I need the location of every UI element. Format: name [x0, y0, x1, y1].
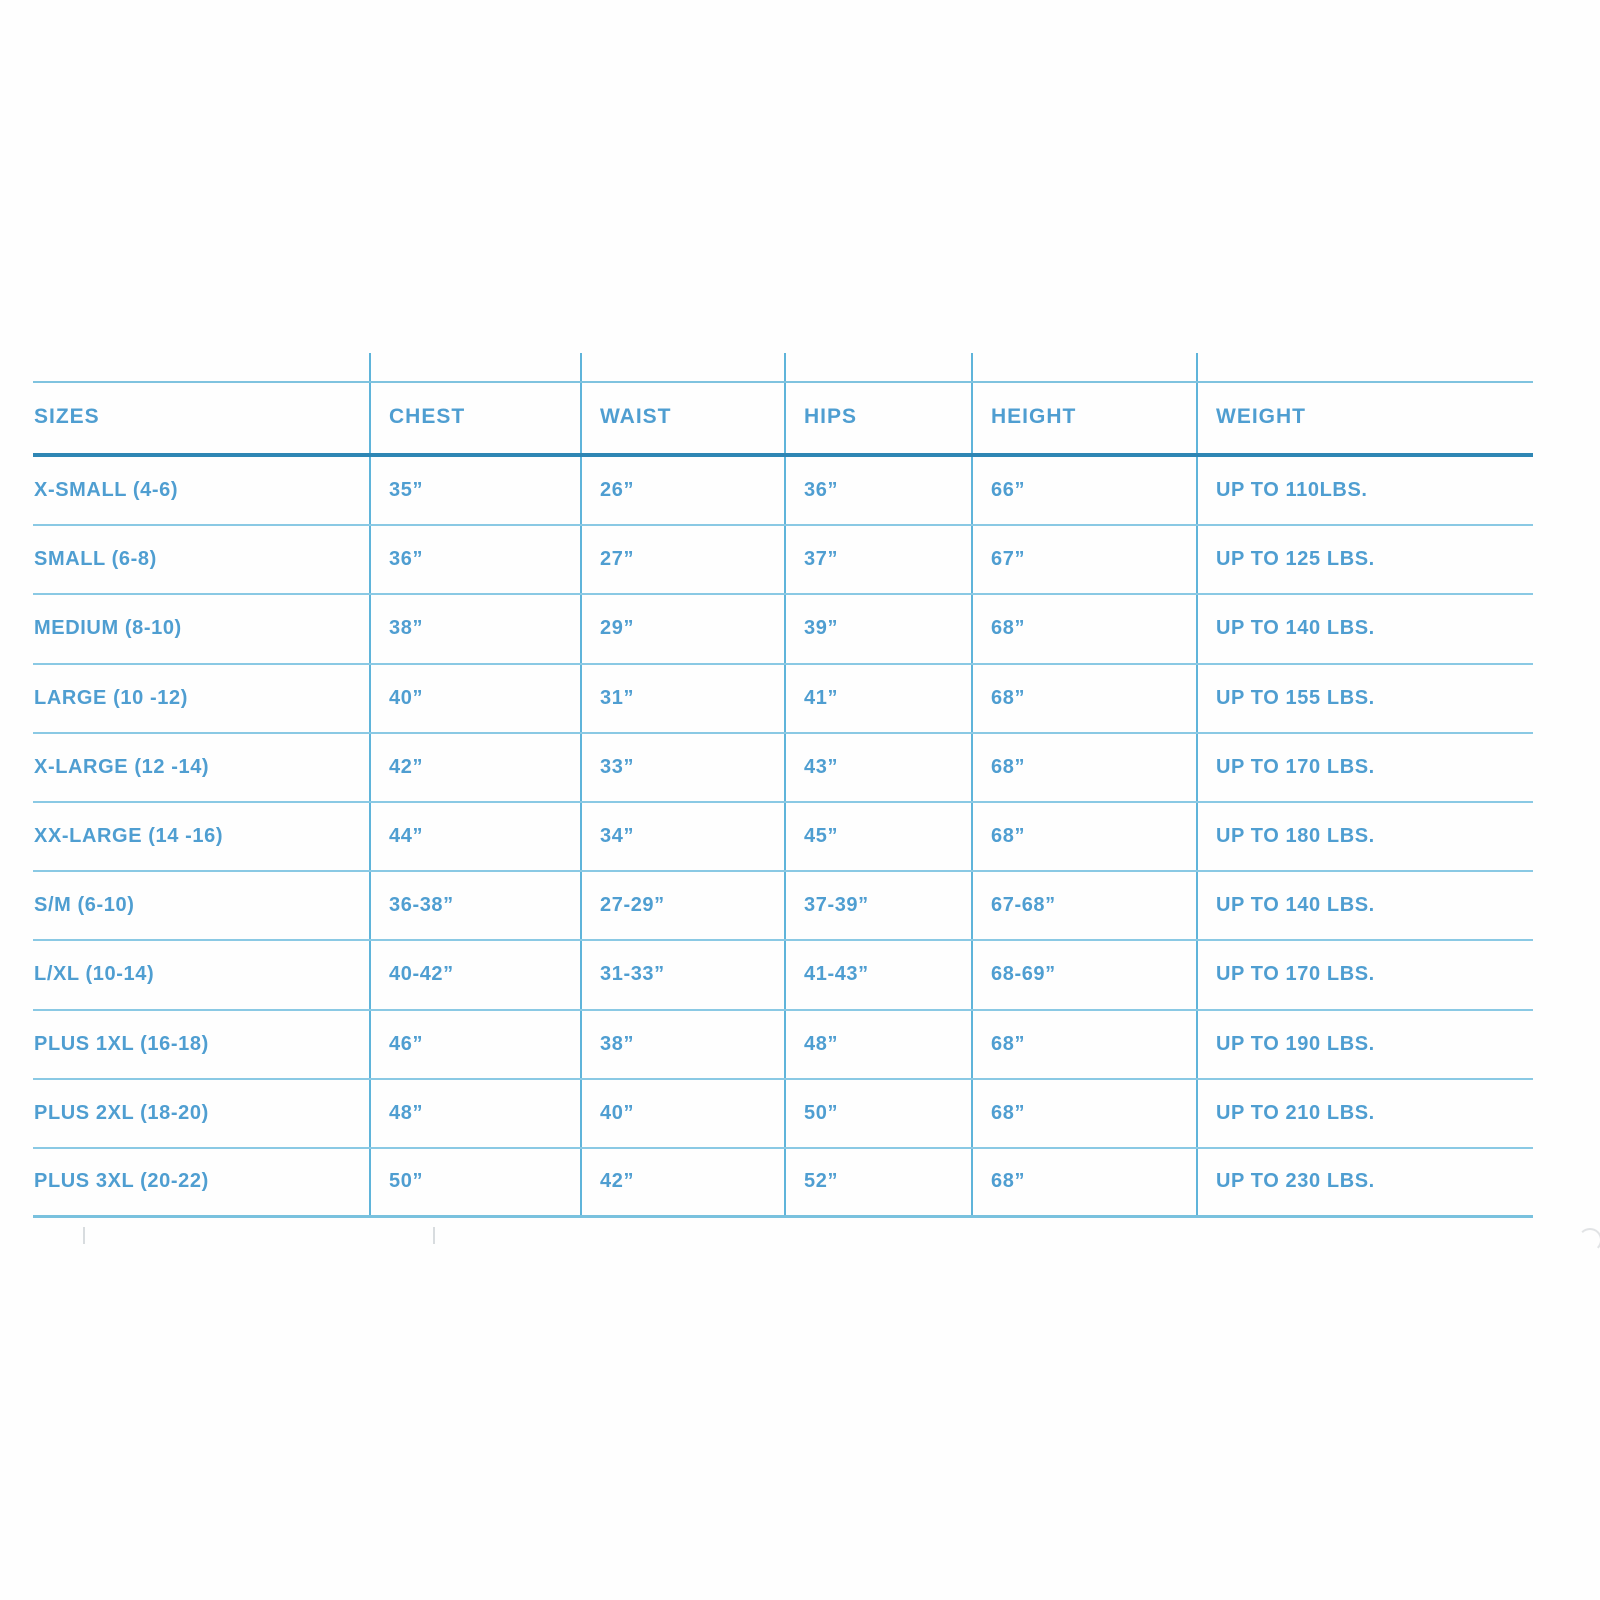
table-row	[33, 1011, 1533, 1080]
chest-value: 36-38”	[389, 894, 454, 917]
table-row	[33, 803, 1533, 872]
chest-value: 50”	[389, 1170, 424, 1193]
chest-value: 36”	[389, 548, 424, 571]
table-row	[33, 734, 1533, 803]
waist-value: 27”	[600, 548, 635, 571]
size-label: L/XL (10-14)	[34, 963, 155, 986]
weight-value: UP TO 125 LBS.	[1216, 548, 1375, 571]
table-header-row	[33, 381, 1533, 453]
waist-value: 31”	[600, 686, 635, 709]
waist-value: 27-29”	[600, 894, 665, 917]
table-row	[33, 665, 1533, 734]
height-value: 68”	[991, 825, 1026, 848]
height-value: 68”	[991, 755, 1026, 778]
size-label: LARGE (10 -12)	[34, 686, 188, 709]
size-label: MEDIUM (8-10)	[34, 617, 182, 640]
chest-value: 44”	[389, 825, 424, 848]
size-label: PLUS 3XL (20-22)	[34, 1170, 209, 1193]
table-row	[33, 595, 1533, 664]
waist-value: 31-33”	[600, 963, 665, 986]
column-header-hips: HIPS	[804, 405, 858, 428]
chest-value: 35”	[389, 479, 424, 502]
table-row	[33, 1080, 1533, 1149]
scrub-artifact-tick	[83, 1227, 85, 1244]
chest-value: 42”	[389, 755, 424, 778]
hips-value: 37-39”	[804, 894, 869, 917]
height-value: 68”	[991, 1170, 1026, 1193]
hips-value: 41”	[804, 686, 839, 709]
weight-value: UP TO 190 LBS.	[1216, 1032, 1375, 1055]
table-row	[33, 872, 1533, 941]
weight-value: UP TO 155 LBS.	[1216, 686, 1375, 709]
hips-value: 39”	[804, 617, 839, 640]
hips-value: 37”	[804, 548, 839, 571]
column-header-weight: WEIGHT	[1216, 405, 1306, 428]
height-value: 67”	[991, 548, 1026, 571]
scrub-artifact-tick	[433, 1227, 435, 1244]
hips-value: 43”	[804, 755, 839, 778]
column-header-chest: CHEST	[389, 405, 466, 428]
height-value: 68-69”	[991, 963, 1056, 986]
size-label: S/M (6-10)	[34, 894, 135, 917]
chest-value: 38”	[389, 617, 424, 640]
weight-value: UP TO 140 LBS.	[1216, 894, 1375, 917]
column-header-height: HEIGHT	[991, 405, 1077, 428]
table-row	[33, 941, 1533, 1010]
weight-value: UP TO 170 LBS.	[1216, 963, 1375, 986]
height-value: 67-68”	[991, 894, 1056, 917]
chest-value: 40-42”	[389, 963, 454, 986]
height-value: 68”	[991, 1101, 1026, 1124]
table-body	[33, 457, 1533, 1218]
waist-value: 29”	[600, 617, 635, 640]
table-row	[33, 526, 1533, 595]
weight-value: UP TO 230 LBS.	[1216, 1170, 1375, 1193]
size-label: PLUS 1XL (16-18)	[34, 1032, 209, 1055]
weight-value: UP TO 110LBS.	[1216, 479, 1368, 502]
size-label: XX-LARGE (14 -16)	[34, 825, 224, 848]
waist-value: 33”	[600, 755, 635, 778]
height-value: 66”	[991, 479, 1026, 502]
height-value: 68”	[991, 617, 1026, 640]
size-label: X-SMALL (4-6)	[34, 479, 179, 502]
height-value: 68”	[991, 1032, 1026, 1055]
hips-value: 52”	[804, 1170, 839, 1193]
hips-value: 50”	[804, 1101, 839, 1124]
column-header-sizes: SIZES	[34, 405, 100, 428]
weight-value: UP TO 180 LBS.	[1216, 825, 1375, 848]
table-row	[33, 457, 1533, 526]
size-label: SMALL (6-8)	[34, 548, 157, 571]
size-label: PLUS 2XL (18-20)	[34, 1101, 209, 1124]
chest-value: 40”	[389, 686, 424, 709]
column-header-waist: WAIST	[600, 405, 672, 428]
chest-value: 48”	[389, 1101, 424, 1124]
table-row	[33, 1149, 1533, 1218]
waist-value: 40”	[600, 1101, 635, 1124]
waist-value: 42”	[600, 1170, 635, 1193]
chest-value: 46”	[389, 1032, 424, 1055]
weight-value: UP TO 140 LBS.	[1216, 617, 1375, 640]
hips-value: 48”	[804, 1032, 839, 1055]
hips-value: 36”	[804, 479, 839, 502]
height-value: 68”	[991, 686, 1026, 709]
hips-value: 41-43”	[804, 963, 869, 986]
hips-value: 45”	[804, 825, 839, 848]
waist-value: 34”	[600, 825, 635, 848]
weight-value: UP TO 210 LBS.	[1216, 1101, 1375, 1124]
size-chart-table	[33, 353, 1533, 1219]
scrub-artifact-curve	[1578, 1228, 1600, 1252]
size-label: X-LARGE (12 -14)	[34, 755, 210, 778]
waist-value: 26”	[600, 479, 635, 502]
waist-value: 38”	[600, 1032, 635, 1055]
weight-value: UP TO 170 LBS.	[1216, 755, 1375, 778]
